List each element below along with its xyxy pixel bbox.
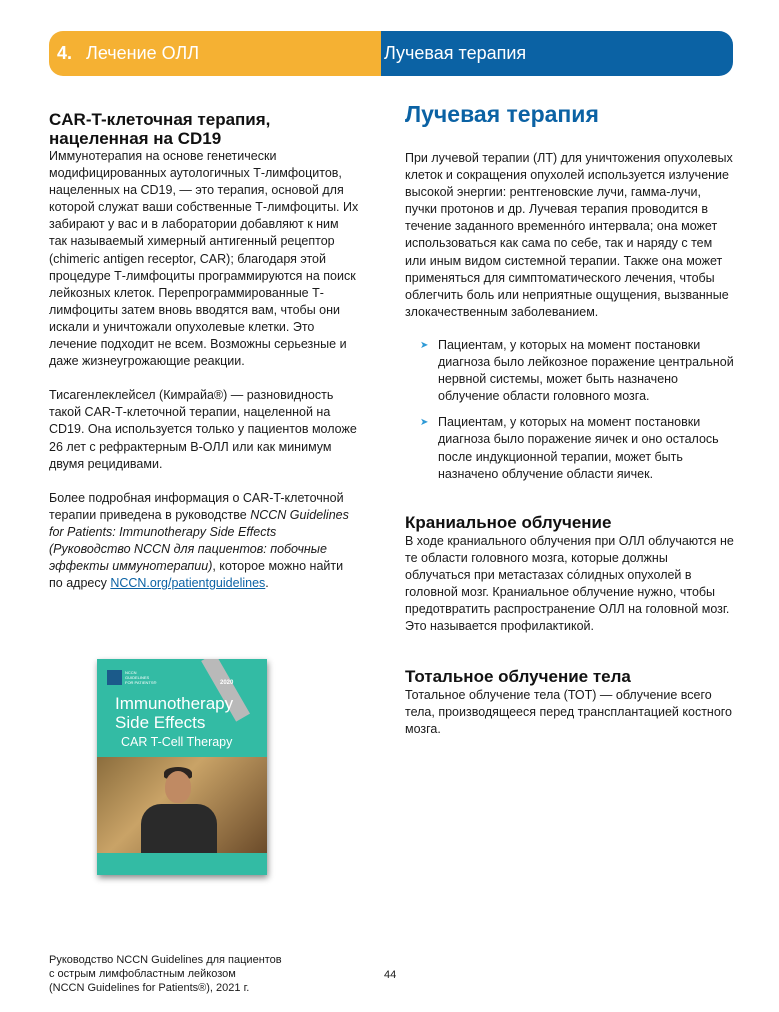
p3-guideline-title: NCCN Guidelines for Patients: Immunotherapy Side Effects (Руководство NCCN для пациентов: побочные эффекты иммунотерапии) — [49, 507, 349, 574]
bullet-text: Пациентам, у которых на момент постановки диагноза было поражение яичек и оно осталось после индукционной терапии, может быть назначено облучение области яичек. — [438, 415, 719, 481]
header-section-number: 4. — [57, 43, 73, 63]
footer-line3: (NCCN Guidelines for Patients®), 2021 г. — [49, 982, 250, 994]
cover-brand-line2: GUIDELINES — [125, 675, 150, 680]
footer-reference — [49, 953, 282, 995]
chevron-right-icon: ➤ — [420, 417, 429, 429]
car-t-paragraph-3 — [49, 490, 359, 593]
person-apron — [141, 804, 217, 853]
header-section-tab — [49, 31, 381, 76]
right-column — [405, 100, 735, 739]
list-item — [405, 414, 735, 482]
car-t-paragraph-1: Иммунотерапия на основе генетически модифицированных аутологичных Т-лимфоцитов, нацеленных на CD19, — это терапия, основой для которой служат ваши собственные Т-лимфоциты. Их забирают у вас и в лаборатории добавляют к ним так называемый химерный антигенный рецептор (chimeric antigen receptor, CAR); благодаря этой процедуре Т-лимфоциты программируются на поиск лейкозных клеток. Перепрограммированные Т-лимфоциты затем вновь вводятся вам, чтобы они искали и уничтожали опухолевые клетки. Это лечение подходит не всем. Возможны серьезные и даже жизнеугрожающие реакции. — [49, 149, 359, 369]
person-head — [165, 771, 191, 803]
cover-title — [115, 694, 233, 732]
header-subsection-tab — [381, 31, 733, 76]
p3-text-end: , которое можно найти по адресу — [49, 559, 344, 591]
radiation-title: Лучевая терапия — [405, 101, 599, 127]
footer-line1: Руководство NCCN Guidelines для пациентов — [49, 954, 282, 966]
chevron-right-icon: ➤ — [420, 339, 429, 351]
car-t-heading: CAR-T-клеточная терапия, нацеленная на CD19 — [49, 110, 271, 148]
list-item — [405, 337, 735, 405]
radiation-intro: При лучевой терапии (ЛТ) для уничтожения опухолевых клеток и сокращения опухолей используется излучение высокой энергии: рентгеновские лучи, гамма-лучи, пучки протонов и др. Лучевая терапия проводится в течение заданного временно́го интервала; она может использоваться как сама по себе, так и наряду с тем или иным видом системной терапии. Также она может применяться для симптоматического лечения, чтобы облегчить боль или неприятные ощущения, вызванные злокачественным заболеванием. — [405, 151, 733, 319]
patient-guidelines-link[interactable]: NCCN.org/patientguidelines — [110, 576, 266, 591]
cover-title-line2: Side Effects — [115, 713, 206, 732]
immunotherapy-guide-cover[interactable] — [97, 659, 267, 875]
cranial-paragraph: В ходе краниального облучения при ОЛЛ облучаются не те области головного мозга, которые должны облучаться при метастазах со́лидных опухолей в головной мозг. Краниальное облучение нужно, чтобы предотвратить распространение ОЛЛ на головной мозг. Это называется профилактикой. — [405, 533, 734, 634]
nccn-logo-icon — [107, 670, 122, 685]
radiation-bullet-list — [405, 337, 735, 483]
p3-text-tail: . — [265, 576, 269, 591]
cover-footer-band — [97, 853, 267, 875]
p3-text-start: Более подробная информация о CAR-T-клеточной терапии приведена в руководстве — [49, 490, 344, 522]
left-column — [49, 110, 359, 592]
tbi-heading: Тотальное облучение тела — [405, 667, 631, 687]
header-section-title: Лечение ОЛЛ — [86, 43, 200, 63]
cranial-heading: Краниальное облучение — [405, 512, 612, 532]
cover-year: 2020 — [220, 680, 234, 686]
section-header — [49, 31, 733, 76]
cover-title-line1: Immunotherapy — [115, 694, 234, 713]
header-subsection-title: Лучевая терапия — [384, 43, 527, 63]
page-number: 44 — [384, 969, 397, 981]
footer-line2: с острым лимфобластным лейкозом — [49, 968, 236, 980]
cover-brand-line1: NCCN — [125, 670, 137, 675]
cover-brand-line3: FOR PATIENTS® — [125, 680, 157, 685]
bullet-text: Пациентам, у которых на момент постановки диагноза было лейкозное поражение центральной нервной системы, может быть назначено облучение области головного мозга. — [438, 337, 734, 404]
cover-brand — [125, 670, 156, 685]
cover-subtitle: CAR T-Cell Therapy — [121, 735, 233, 749]
tbi-paragraph: Тотальное облучение тела (ТОТ) — облучение всего тела, производящееся перед трансплантацией костного мозга. — [405, 688, 733, 737]
car-t-paragraph-2: Тисагенлеклейсел (Кимрайа®) — разновидность такой CAR-Т-клеточной терапии, нацеленной на CD19. Она используется только у пациентов моложе 26 лет с рефрактерным В-ОЛЛ или как минимум двумя рецидивами. — [49, 388, 357, 471]
